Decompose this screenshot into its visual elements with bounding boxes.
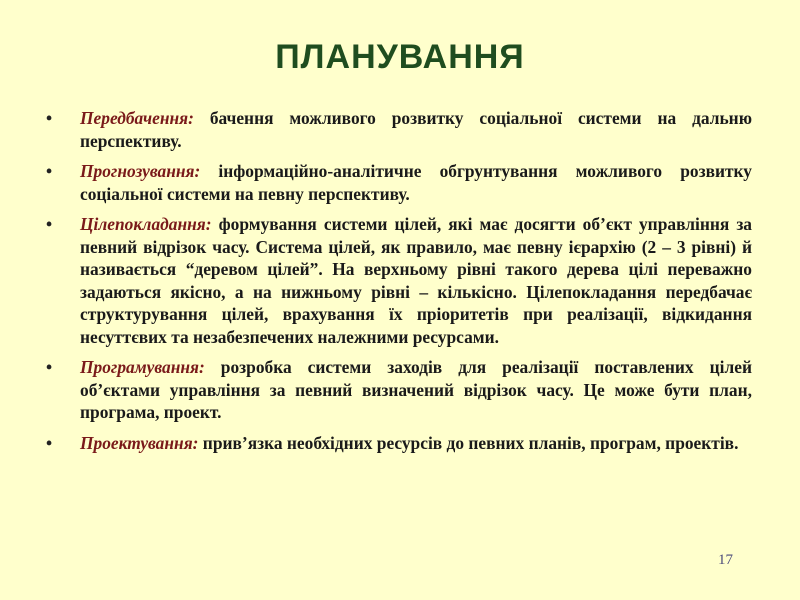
term-definition: бачення можливого розвитку соціальної системи на дальню перспективу. — [80, 108, 752, 151]
term-definition: розробка системи заходів для реалізації поставлених цілей об’єктами управління за певний визначений відрізок часу. Це може бути план, програма, проект. — [80, 357, 752, 422]
bullet-list — [46, 107, 752, 462]
term-label: Цілепокладання: — [80, 214, 212, 234]
list-item — [46, 356, 752, 424]
term-definition: формування системи цілей, які має досягти об’єкт управління за певний відрізок часу. Система цілей, як правило, має певну ієрархію (2 – 3 рівні) й називається “деревом цілей”. На верхньому рівні такого дерева цілі переважно задаються якісно, а на нижньому рівні – кількісно. Цілепокладання передбачає структурування цілей, врахування їх пріоритетів при реалізації, відкидання несуттєвих та незабезпечених належними ресурсами. — [80, 214, 752, 347]
term-label: Прогнозування: — [80, 161, 201, 181]
term-label: Передбачення: — [80, 108, 194, 128]
term-label: Проектування: — [80, 432, 199, 453]
term-definition: інформаційно-аналітичне обгрунтування можливого розвитку соціальної системи на певну перспективу. — [80, 161, 752, 204]
bullet-icon: • — [46, 108, 53, 128]
list-item — [46, 107, 752, 152]
bullet-icon: • — [46, 214, 53, 234]
bullet-icon: • — [46, 357, 53, 377]
term-label: Програмування: — [80, 357, 205, 377]
term-definition: прив’язка необхідних ресурсів до певних планів, програм, проектів. — [198, 432, 739, 453]
bullet-icon: • — [46, 161, 53, 181]
list-item — [46, 213, 752, 348]
bullet-icon: • — [46, 432, 53, 453]
list-item — [46, 160, 752, 205]
page-number: 17 — [718, 552, 733, 568]
slide-title: ПЛАНУВАННЯ — [275, 38, 525, 76]
list-item — [46, 432, 752, 455]
